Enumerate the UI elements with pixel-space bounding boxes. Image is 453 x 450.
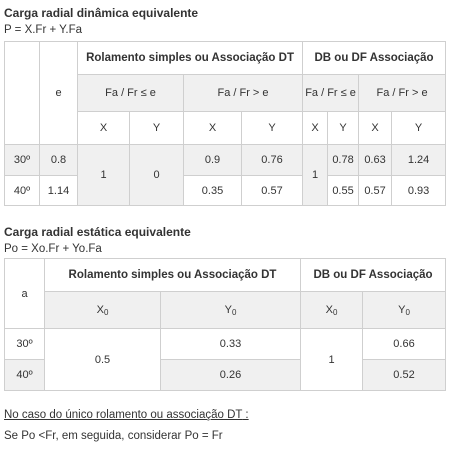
- value-cell: 0.33: [161, 329, 301, 360]
- cond-gt-db: Fa / Fr > e: [359, 75, 446, 112]
- header-db-group: DB ou DF Associação: [301, 259, 446, 292]
- value-cell: 0.52: [363, 360, 446, 391]
- corner-cell: [5, 42, 40, 145]
- value-cell: 1: [301, 329, 363, 391]
- dynamic-title: Carga radial dinâmica equivalente: [4, 6, 199, 20]
- header-simple-group: Rolamento simples ou Associação DT: [78, 42, 303, 75]
- header-db-group: DB ou DF Associação: [303, 42, 446, 75]
- value-cell: 0.93: [392, 176, 446, 206]
- value-cell: 0.57: [242, 176, 303, 206]
- value-cell: 0.76: [242, 145, 303, 176]
- col-x: X: [184, 112, 242, 145]
- col-y: Y: [328, 112, 359, 145]
- col-y: Y: [242, 112, 303, 145]
- value-cell: 0.57: [359, 176, 392, 206]
- note-line-1: No caso do único rolamento ou associação DT :: [4, 409, 249, 421]
- value-cell: 1: [78, 145, 130, 206]
- cond-le-simple: Fa / Fr ≤ e: [78, 75, 184, 112]
- value-cell: 1: [303, 145, 328, 206]
- dynamic-formula: P = X.Fr + Y.Fa: [4, 24, 82, 36]
- angle-cell: 40º: [5, 176, 40, 206]
- value-cell: 0.35: [184, 176, 242, 206]
- value-cell: 0: [130, 145, 184, 206]
- static-load-table: [4, 258, 446, 391]
- e-cell: 1.14: [40, 176, 78, 206]
- e-cell: 0.8: [40, 145, 78, 176]
- value-cell: 1.24: [392, 145, 446, 176]
- cond-le-db: Fa / Fr ≤ e: [303, 75, 359, 112]
- value-cell: 0.9: [184, 145, 242, 176]
- col-x: X: [78, 112, 130, 145]
- angle-cell: 40º: [5, 360, 45, 391]
- angle-cell: 30º: [5, 329, 45, 360]
- header-e: e: [40, 42, 78, 145]
- col-x: X: [303, 112, 328, 145]
- col-x0: $X_0$: [45, 292, 161, 329]
- col-y0: $Y_0$: [161, 292, 301, 329]
- value-cell: 0.55: [328, 176, 359, 206]
- col-x0: $X_0$: [301, 292, 363, 329]
- static-formula: Po = Xo.Fr + Yo.Fa: [4, 243, 102, 255]
- static-title: Carga radial estática equivalente: [4, 225, 191, 239]
- value-cell: 0.66: [363, 329, 446, 360]
- cond-gt-simple: Fa / Fr > e: [184, 75, 303, 112]
- note-line-2: Se Po <Fr, em seguida, considerar Po = Fr: [4, 430, 223, 442]
- col-y: Y: [392, 112, 446, 145]
- header-simple-group: Rolamento simples ou Associação DT: [45, 259, 301, 292]
- value-cell: 0.26: [161, 360, 301, 391]
- value-cell: 0.78: [328, 145, 359, 176]
- angle-cell: 30º: [5, 145, 40, 176]
- value-cell: 0.63: [359, 145, 392, 176]
- col-x: X: [359, 112, 392, 145]
- dynamic-load-table: [4, 41, 446, 206]
- col-y: Y: [130, 112, 184, 145]
- header-a: a: [5, 259, 45, 329]
- col-y0: $Y_0$: [363, 292, 446, 329]
- value-cell: 0.5: [45, 329, 161, 391]
